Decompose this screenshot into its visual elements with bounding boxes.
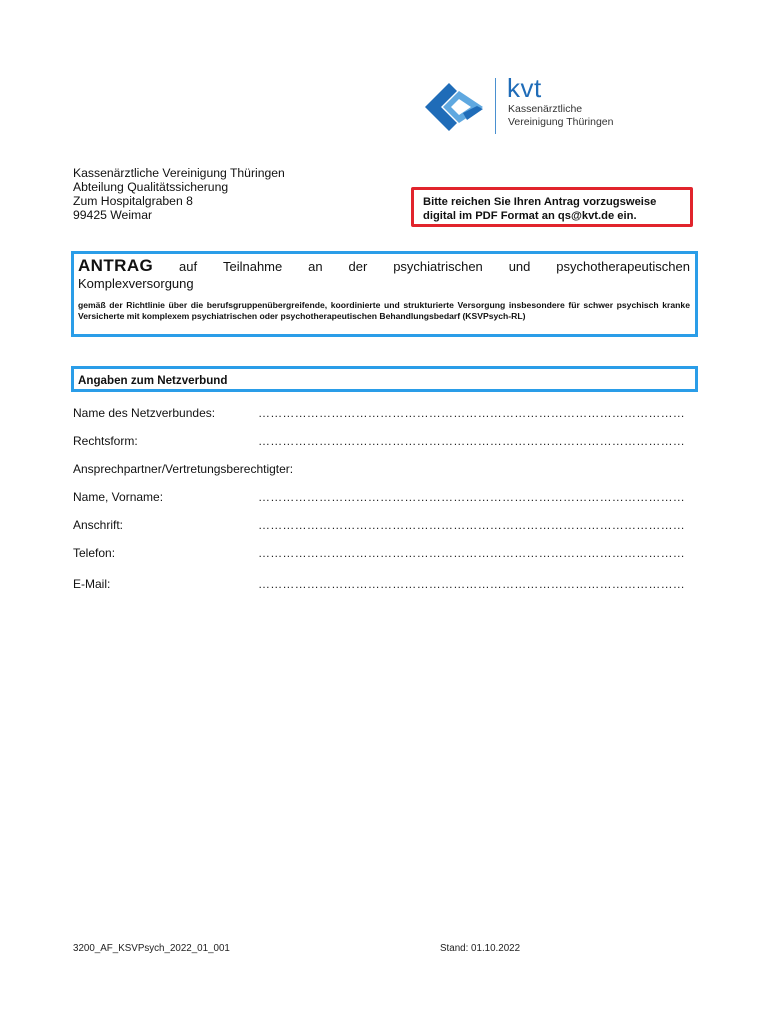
form-row-anschrift (73, 517, 688, 533)
anschrift-field[interactable]: …………………………………………………………………………………………… (258, 518, 685, 532)
document-date: Stand: 01.10.2022 (440, 943, 521, 954)
email-label: E-Mail: (73, 577, 111, 591)
title-word: psychiatrischen (393, 259, 483, 274)
title-line (78, 258, 690, 275)
telefon-label: Telefon: (73, 546, 116, 560)
logo-abbreviation: kvt (507, 73, 542, 103)
title-word: an (308, 259, 323, 274)
title-word: auf (179, 259, 198, 274)
anschrift-label: Anschrift: (73, 518, 124, 532)
title-word: und (508, 259, 531, 274)
form-row-vorname (73, 489, 688, 505)
form-row-telefon (73, 545, 688, 561)
kvt-logo (423, 73, 623, 136)
rechtsform-label: Rechtsform: (73, 434, 138, 448)
kvt-logo-mark-icon (423, 80, 485, 134)
application-title-box (71, 251, 698, 337)
title-word: der (348, 259, 368, 274)
notice-line: Bitte reichen Sie Ihren Antrag vorzugsweise (423, 196, 657, 208)
notice-line: digital im PDF Format an qs@kvt.de ein. (423, 209, 637, 222)
submission-notice (411, 187, 693, 227)
title-word: Teilnahme (222, 259, 283, 274)
ansprechpartner-label: Ansprechpartner/Vertretungsberechtigter: (73, 462, 294, 476)
logo-name-line2: Vereinigung Thüringen (508, 116, 614, 128)
form-row-name (73, 405, 688, 421)
form-row-email (73, 576, 688, 592)
rechtsform-field[interactable]: …………………………………………………………………………………………… (258, 434, 685, 448)
telefon-field[interactable]: …………………………………………………………………………………………… (258, 546, 685, 560)
address-line: Zum Hospitalgraben 8 (73, 194, 193, 208)
form-row-rechtsform (73, 433, 688, 449)
title-word: psychotherapeutischen (556, 259, 690, 274)
form-row-ansprechpartner (73, 461, 688, 477)
name-label: Name des Netzverbundes: (73, 406, 216, 420)
email-field[interactable]: …………………………………………………………………………………………… (258, 577, 685, 591)
title-antrag: ANTRAG (78, 256, 154, 275)
logo-name-line1: Kassenärztliche (508, 103, 583, 115)
address-line: 99425 Weimar (73, 208, 153, 222)
address-line: Kassenärztliche Vereinigung Thüringen (73, 166, 285, 180)
name-field[interactable]: …………………………………………………………………………………………… (258, 406, 685, 420)
vorname-field[interactable]: …………………………………………………………………………………………… (258, 490, 685, 504)
title-line2: Komplexversorgung (78, 276, 194, 291)
recipient-address (73, 166, 285, 222)
document-id: 3200_AF_KSVPsych_2022_01_001 (73, 943, 230, 954)
title-subtitle: gemäß der Richtlinie über die berufsgruppenübergreifende, koordinierte und strukturierte Versorgung insbesondere für schwer psychisch kranke Versicherte mit komplexem psychiatrischen oder psychotherapeutischen Behandlungsbedarf (KSVPsych-RL) (78, 300, 690, 321)
logo-divider (495, 78, 496, 134)
vorname-label: Name, Vorname: (73, 490, 164, 504)
section-heading: Angaben zum Netzverbund (71, 366, 698, 392)
address-line: Abteilung Qualitätssicherung (73, 180, 229, 194)
